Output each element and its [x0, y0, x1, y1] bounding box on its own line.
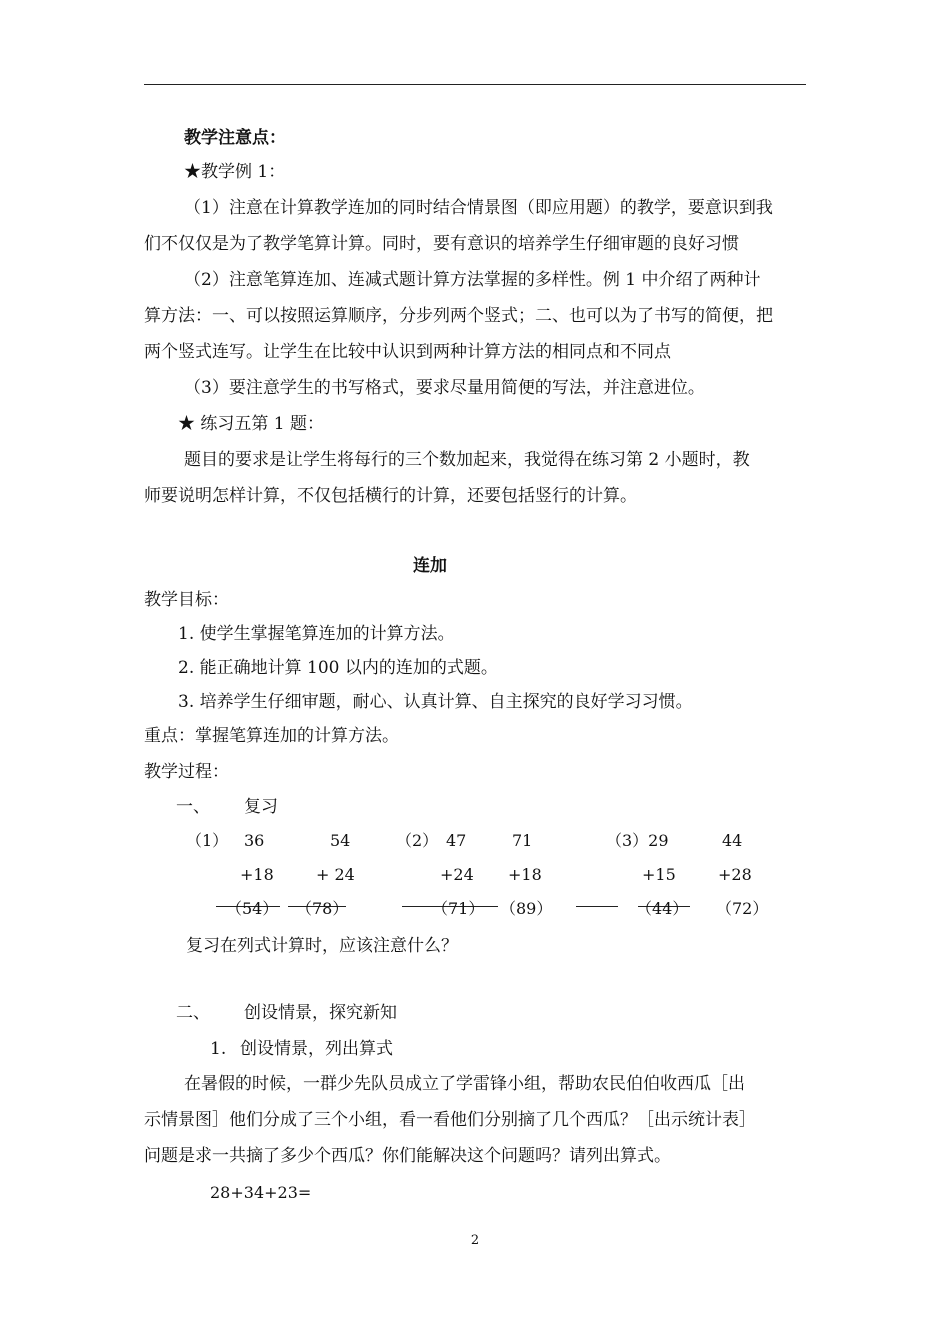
paragraph-line: 两个竖式连写。让学生在比较中认识到两种计算方法的相同点和不同点: [144, 342, 671, 362]
key-point: 重点：掌握笔算连加的计算方法。: [144, 726, 399, 746]
addend-bottom: +18: [240, 865, 274, 884]
paragraph-line: 算方法：一、可以按照运算顺序，分步列两个竖式；二、也可以为了书写的简便，把: [144, 306, 773, 326]
sum-result: （89）: [500, 899, 553, 918]
problem-label: （3）29: [606, 831, 669, 850]
review-question: 复习在列式计算时，应该注意什么？: [186, 936, 458, 956]
step-number: 二、: [176, 1003, 210, 1023]
paragraph-line: 在暑假的时候，一群少先队员成立了学雷锋小组，帮助农民伯伯收西瓜［出: [184, 1074, 745, 1094]
lesson-title: 连加: [413, 556, 447, 576]
addend-bottom: +18: [508, 865, 542, 884]
sum-result: （72）: [716, 899, 769, 918]
addend-bottom: + 24: [316, 865, 355, 884]
paragraph-line: （2）注意笔算连加、连减式题计算方法掌握的多样性。例 1 中介绍了两种计: [184, 270, 761, 290]
sum-line: [576, 906, 618, 907]
step-title: 创设情景，探究新知: [244, 1003, 397, 1023]
example-heading: ★教学例 1：: [184, 162, 286, 182]
objective-item: 1. 使学生掌握笔算连加的计算方法。: [178, 624, 455, 644]
addend-bottom: +15: [642, 865, 676, 884]
process-label: 教学过程：: [144, 762, 229, 782]
paragraph-line: 师要说明怎样计算，不仅包括横行的计算，还要包括竖行的计算。: [144, 486, 637, 506]
addend-bottom: +28: [718, 865, 752, 884]
paragraph-line: 们不仅仅是为了教学笔算计算。同时，要有意识的培养学生仔细审题的良好习惯: [144, 234, 739, 254]
header-rule: [144, 84, 806, 85]
substep-number: 1.: [210, 1039, 227, 1059]
paragraph-line: （1）注意在计算教学连加的同时结合情景图（即应用题）的教学，要意识到我: [184, 198, 773, 218]
section-heading-teaching-notes: 教学注意点：: [184, 128, 286, 148]
addend-top: 54: [330, 831, 351, 850]
addend-bottom: +24: [440, 865, 474, 884]
addend-top: 36: [244, 831, 265, 850]
addend-top: 71: [512, 831, 533, 850]
exercise-heading: ★ 练习五第 1 题：: [178, 414, 325, 434]
substep-title: 创设情景，列出算式: [240, 1039, 393, 1059]
page-number: 2: [470, 1233, 480, 1248]
step-number: 一、: [176, 797, 210, 817]
addend-top: 44: [722, 831, 743, 850]
objective-item: 2. 能正确地计算 100 以内的连加的式题。: [178, 658, 498, 678]
sum-result: （78）: [296, 899, 349, 918]
paragraph-line: （3）要注意学生的书写格式，要求尽量用简便的写法，并注意进位。: [184, 378, 705, 398]
sum-result: （44）: [636, 899, 689, 918]
objectives-label: 教学目标：: [144, 590, 229, 610]
paragraph-line: 问题是求一共摘了多少个西瓜？你们能解决这个问题吗？请列出算式。: [144, 1146, 671, 1166]
problem-label: （2）: [396, 831, 439, 850]
paragraph-line: 题目的要求是让学生将每行的三个数加起来，我觉得在练习第 2 小题时，教: [184, 450, 750, 470]
paragraph-line: 示情景图］他们分成了三个小组，看一看他们分别摘了几个西瓜？［出示统计表］: [144, 1110, 756, 1130]
equation: 28+34+23=: [210, 1183, 312, 1202]
step-title: 复习: [244, 797, 278, 817]
sum-result: （71）: [432, 899, 485, 918]
sum-result: （54）: [226, 899, 279, 918]
objective-item: 3. 培养学生仔细审题，耐心、认真计算、自主探究的良好学习习惯。: [178, 692, 693, 712]
addend-top: 47: [446, 831, 467, 850]
problem-label: （1）: [186, 831, 229, 850]
